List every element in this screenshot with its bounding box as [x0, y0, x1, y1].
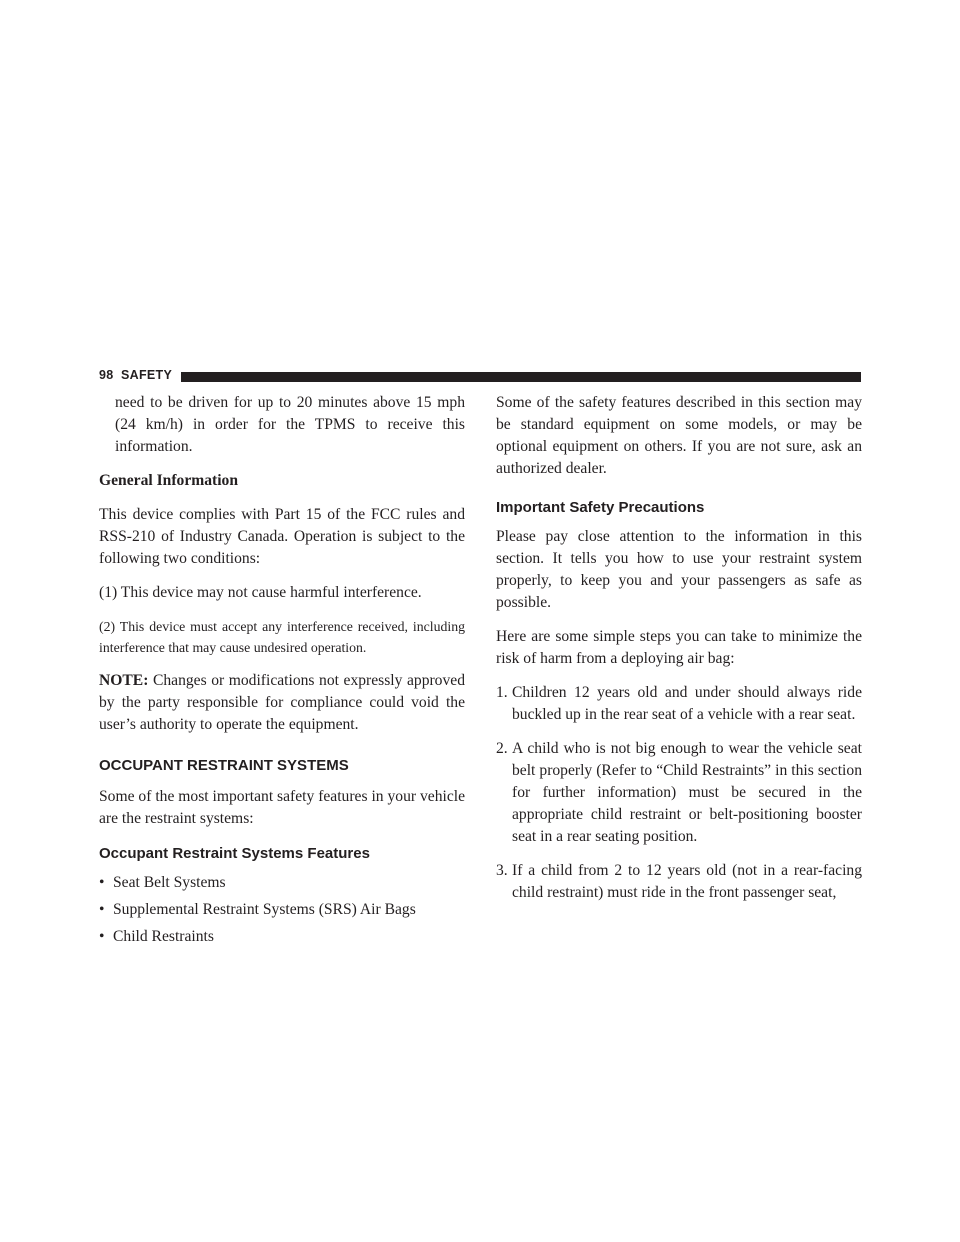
occupant-restraint-systems-paragraph: Some of the most important safety features in your vehicle are the restraint systems: [99, 788, 465, 827]
list-item [99, 872, 465, 894]
note-text: Changes or modifications not expressly approved by the party responsible for compliance could void the user’s authority to operate the equipment. [99, 672, 465, 733]
list-item [496, 682, 862, 726]
intro-paragraph: Some of the safety features described in this section may be standard equipment on some models, or may be optional equipment on others. If you are not sure, ask an authorized dealer. [496, 394, 862, 477]
safety-steps-list [496, 682, 862, 904]
condition-1: (1) This device may not cause harmful interference. [99, 584, 422, 601]
occupant-restraint-systems-heading: OCCUPANT RESTRAINT SYSTEMS [99, 757, 349, 774]
step-text: A child who is not big enough to wear the vehicle seat belt properly (Refer to “Child Restraints” in this section for further information) must be secured in the appropriate child restraint or belt-positioning booster seat in a rear seating position. [512, 740, 862, 845]
precautions-paragraph: Please pay close attention to the information in this section. It tells you how to use your restraint system properly, to keep you and your passengers as safe as possible. [496, 528, 862, 611]
note-paragraph [99, 670, 465, 736]
page-header [99, 370, 861, 384]
condition-2: (2) This device must accept any interference received, including interference that may cause undesired operation. [99, 619, 465, 655]
step-number: 1. [496, 684, 508, 701]
list-item [99, 926, 465, 948]
bullet-icon: • [99, 901, 105, 918]
step-text: If a child from 2 to 12 years old (not in a rear-facing child restraint) must ride in the front passenger seat, [512, 862, 862, 901]
list-item-text: Child Restraints [113, 928, 214, 945]
step-text: Children 12 years old and under should always ride buckled up in the rear seat of a vehicle with a rear seat. [512, 684, 862, 723]
list-item [496, 860, 862, 904]
steps-intro-paragraph: Here are some simple steps you can take to minimize the risk of harm from a deploying air bag: [496, 628, 862, 667]
right-column [496, 392, 862, 916]
step-number: 2. [496, 740, 508, 757]
features-heading: Occupant Restraint Systems Features [99, 845, 370, 862]
general-information-paragraph: This device complies with Part 15 of the FCC rules and RSS-210 of Industry Canada. Operation is subject to the following two conditions: [99, 506, 465, 567]
list-item-text: Supplemental Restraint Systems (SRS) Air Bags [113, 901, 416, 918]
header-rule [181, 372, 861, 382]
left-column [99, 392, 465, 953]
list-item [99, 899, 465, 921]
general-information-heading: General Information [99, 472, 239, 489]
note-label: NOTE: [99, 672, 149, 689]
list-item [496, 738, 862, 848]
continuation-paragraph: need to be driven for up to 20 minutes above 15 mph (24 km/h) in order for the TPMS to receive this information. [115, 394, 465, 455]
bullet-icon: • [99, 874, 105, 891]
bullet-icon: • [99, 928, 105, 945]
section-title: SAFETY [121, 368, 173, 382]
features-list [99, 872, 465, 948]
important-safety-precautions-heading: Important Safety Precautions [496, 499, 705, 516]
list-item-text: Seat Belt Systems [113, 874, 226, 891]
page-number: 98 [99, 368, 114, 382]
step-number: 3. [496, 862, 508, 879]
